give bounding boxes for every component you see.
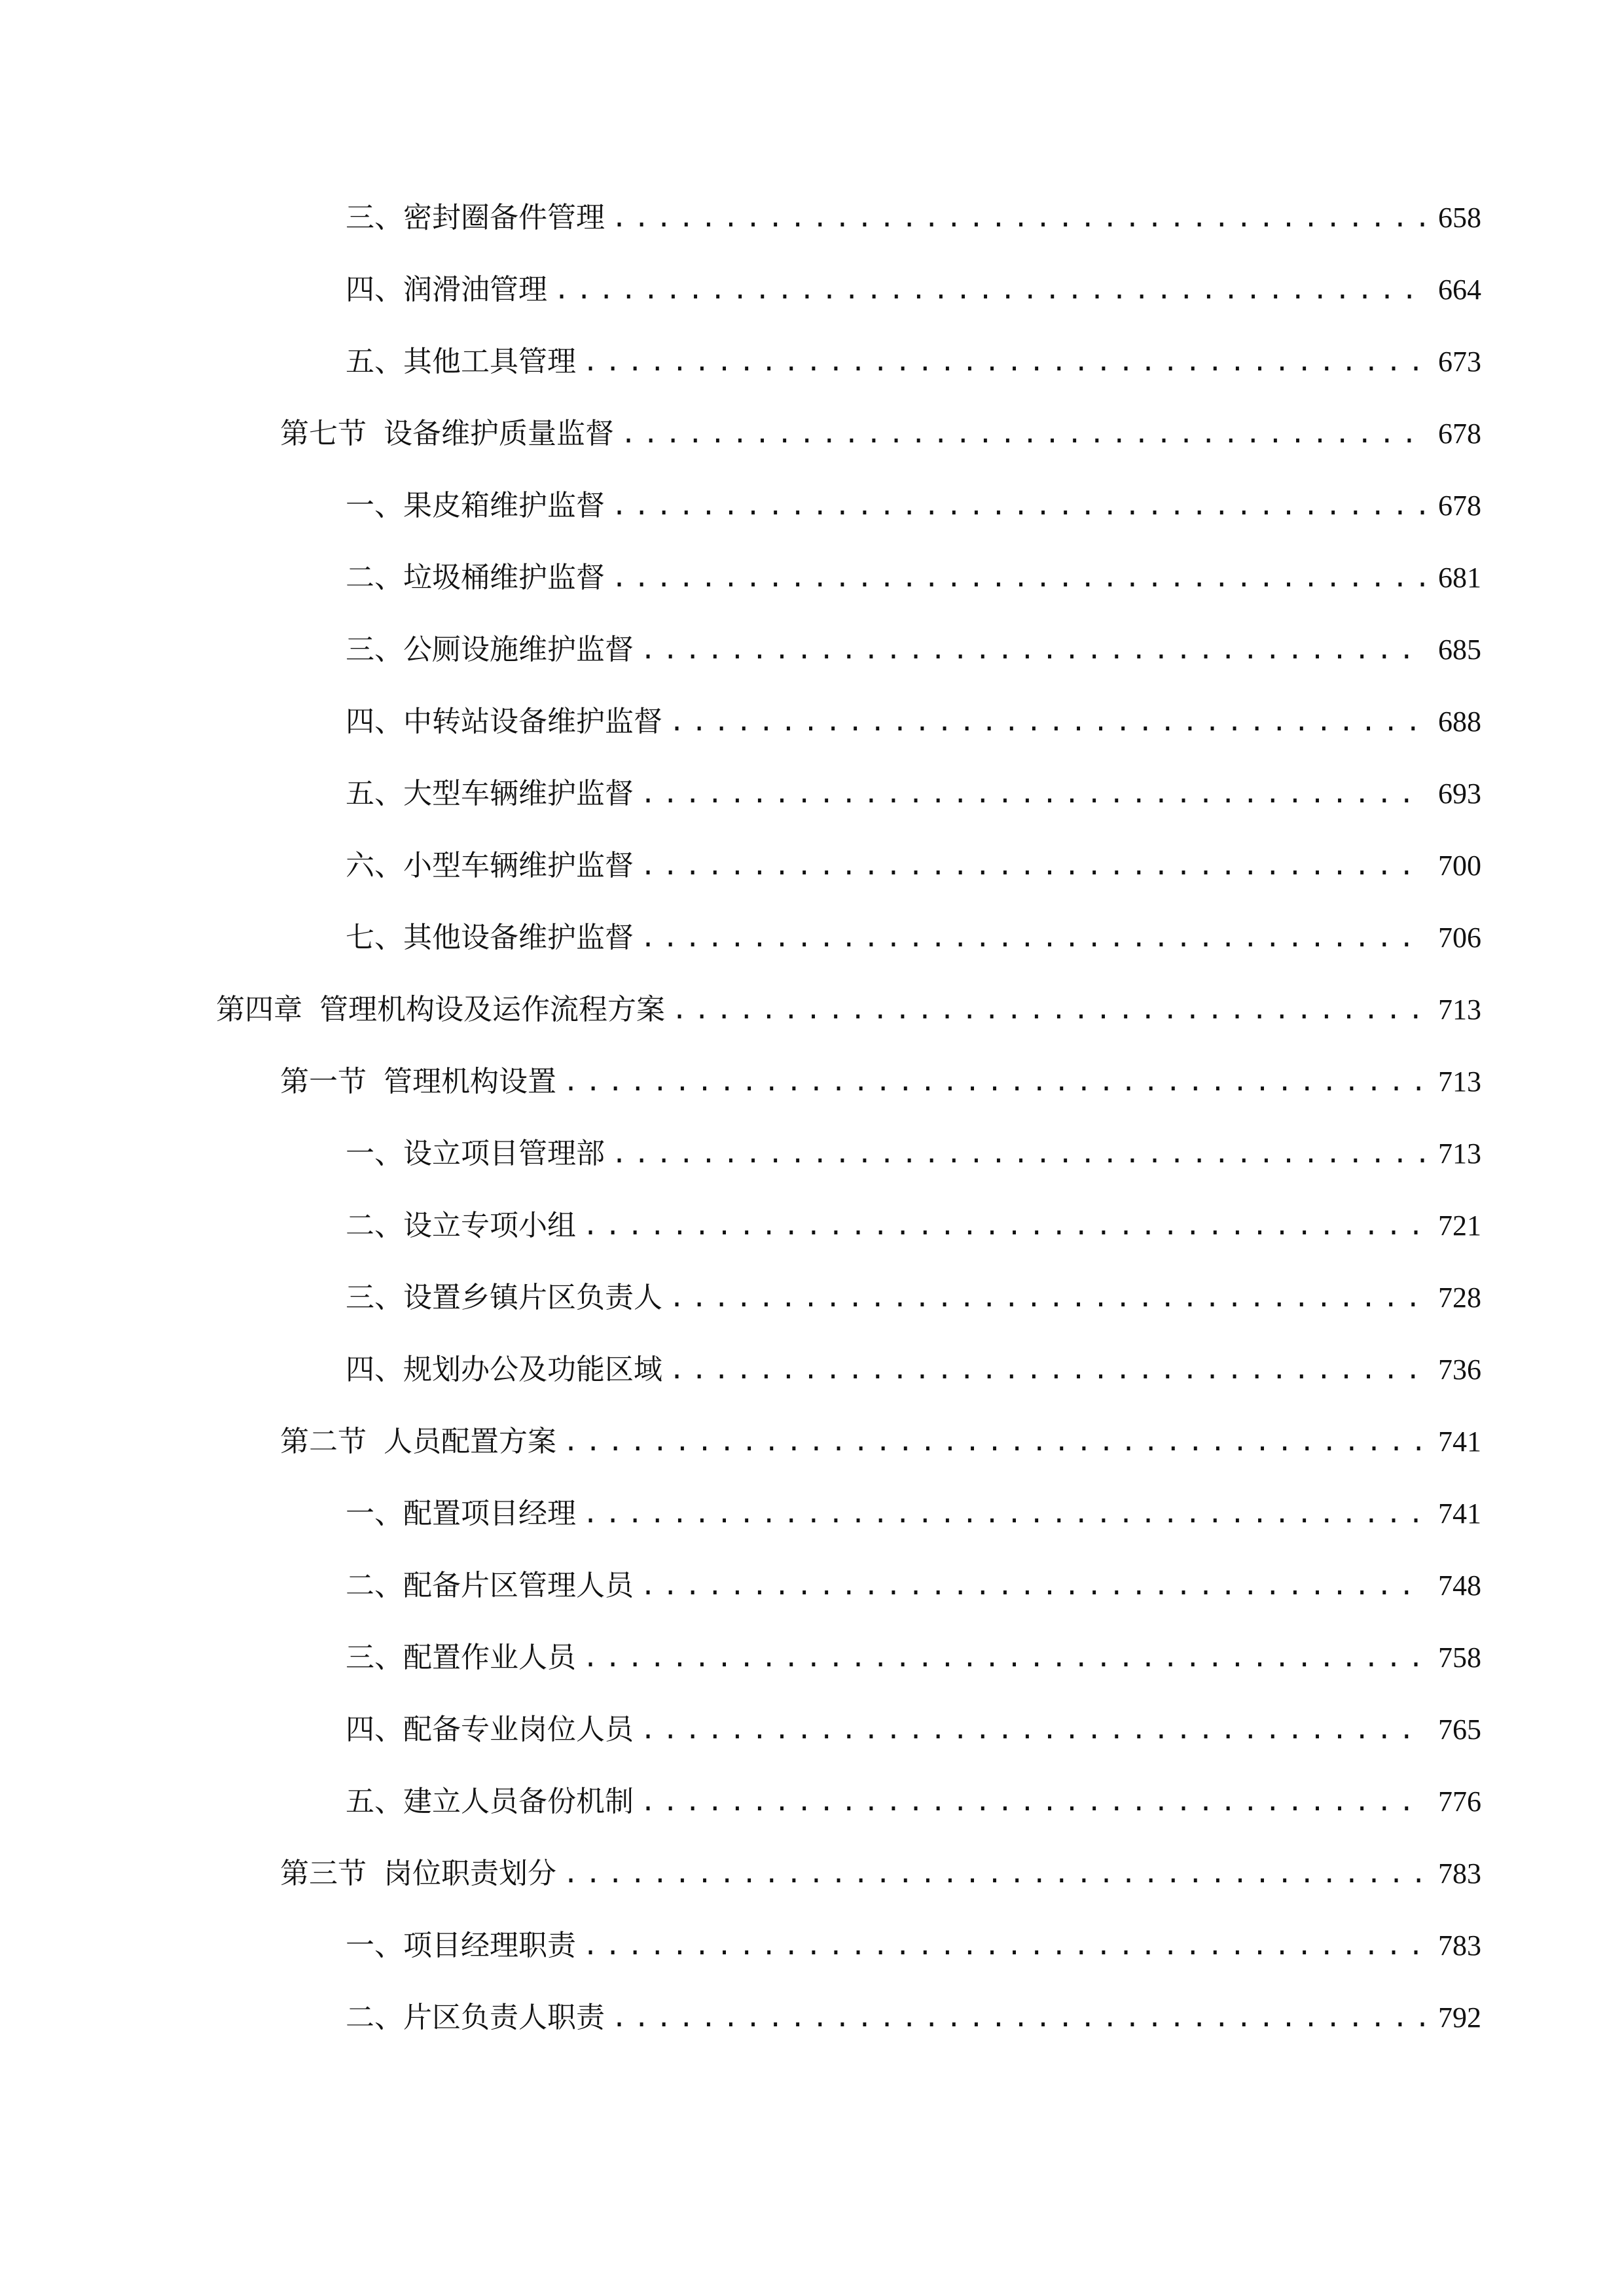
toc-dot-leader <box>634 1770 1425 1833</box>
toc-entry[interactable] <box>0 1482 1624 1554</box>
toc-entry-title: 片区负责人职责 <box>403 2001 605 2034</box>
toc-entry-title: 其他设备维护监督 <box>403 921 634 954</box>
toc-entry-line <box>280 1050 1481 1113</box>
toc-entry-line <box>346 1194 1481 1257</box>
toc-entry-number: 三、 <box>346 1281 403 1314</box>
toc-entry-line <box>346 619 1481 681</box>
toc-entry-title: 设置乡镇片区负责人 <box>403 1281 662 1314</box>
toc-entry-page-number: 685 <box>1438 634 1481 666</box>
toc-entry-line <box>280 403 1481 465</box>
toc-entry-line <box>346 1554 1481 1617</box>
toc-entry-number: 一、 <box>346 489 403 522</box>
toc-dot-leader <box>576 1194 1425 1257</box>
toc-entry-number: 第一节 <box>280 1065 367 1098</box>
toc-entry-title: 果皮箱维护监督 <box>403 489 605 522</box>
toc-entry[interactable] <box>0 1770 1624 1842</box>
toc-entry-title: 设立项目管理部 <box>403 1137 605 1170</box>
toc-entry-page-number: 664 <box>1438 274 1481 306</box>
toc-entry-page-number: 736 <box>1438 1354 1481 1386</box>
toc-entry[interactable] <box>0 547 1624 619</box>
toc-entry-page-number: 741 <box>1438 1426 1481 1458</box>
toc-entry[interactable] <box>0 1626 1624 1698</box>
toc-entry-number: 二、 <box>346 1209 403 1242</box>
toc-entry-number: 二、 <box>346 561 403 594</box>
toc-entry-line <box>346 1698 1481 1761</box>
toc-entry-page-number: 728 <box>1438 1282 1481 1314</box>
toc-entry-line <box>346 187 1481 249</box>
toc-entry-title: 建立人员备份机制 <box>403 1785 634 1818</box>
toc-dot-leader <box>634 834 1425 897</box>
toc-entry[interactable] <box>0 187 1624 259</box>
toc-entry-title: 管理机构设置 <box>384 1065 556 1098</box>
toc-entry-page-number: 783 <box>1438 1929 1481 1962</box>
toc-entry-number: 四、 <box>346 705 403 738</box>
toc-entry-line <box>346 762 1481 825</box>
toc-entry[interactable] <box>0 1914 1624 1986</box>
toc-entry[interactable] <box>0 1194 1624 1266</box>
toc-dot-leader <box>556 1410 1425 1473</box>
toc-dot-leader <box>605 475 1425 537</box>
toc-entry-title: 配置项目经理 <box>403 1497 576 1530</box>
toc-entry-number: 第二节 <box>280 1425 367 1458</box>
toc-entry-number: 一、 <box>346 1497 403 1530</box>
toc-entry-title: 中转站设备维护监督 <box>403 705 662 738</box>
toc-entry-line <box>346 475 1481 537</box>
toc-entry-number: 六、 <box>346 849 403 882</box>
toc-dot-leader <box>576 1914 1425 1977</box>
toc-entry-title: 管理机构设及运作流程方案 <box>319 993 665 1026</box>
toc-entry[interactable] <box>0 978 1624 1050</box>
toc-entry-page-number: 776 <box>1438 1785 1481 1818</box>
toc-entry-line <box>346 1122 1481 1185</box>
toc-entry-page-number: 700 <box>1438 850 1481 882</box>
toc-entry-page-number: 783 <box>1438 1857 1481 1890</box>
toc-dot-leader <box>634 1698 1425 1761</box>
toc-entry[interactable] <box>0 1410 1624 1482</box>
toc-entry-number: 五、 <box>346 777 403 810</box>
toc-entry[interactable] <box>0 331 1624 403</box>
toc-dot-leader <box>634 762 1425 825</box>
toc-dot-leader <box>634 619 1425 681</box>
toc-entry-title: 公厕设施维护监督 <box>403 633 634 666</box>
toc-dot-leader <box>576 1482 1425 1545</box>
toc-entry[interactable] <box>0 1842 1624 1914</box>
toc-dot-leader <box>634 1554 1425 1617</box>
toc-entry-title: 岗位职责划分 <box>384 1857 556 1890</box>
toc-entry-number: 一、 <box>346 1137 403 1170</box>
toc-entry[interactable] <box>0 834 1624 906</box>
toc-entry-title: 大型车辆维护监督 <box>403 777 634 810</box>
toc-entry-title: 其他工具管理 <box>403 345 576 378</box>
toc-entry-number: 三、 <box>346 633 403 666</box>
toc-entry-number: 五、 <box>346 345 403 378</box>
toc-entry-page-number: 678 <box>1438 418 1481 450</box>
toc-entry[interactable] <box>0 1050 1624 1122</box>
toc-entry-page-number: 713 <box>1438 1138 1481 1170</box>
toc-entry-line <box>346 1770 1481 1833</box>
toc-entry-line <box>346 691 1481 753</box>
toc-entry[interactable] <box>0 1554 1624 1626</box>
toc-entry-page-number: 693 <box>1438 778 1481 810</box>
toc-entry[interactable] <box>0 906 1624 978</box>
toc-entry-line <box>346 259 1481 321</box>
toc-entry-number: 三、 <box>346 201 403 234</box>
toc-dot-leader <box>662 1338 1425 1401</box>
toc-entry-line <box>346 1482 1481 1545</box>
toc-entry-page-number: 673 <box>1438 346 1481 378</box>
toc-entry-line <box>346 331 1481 393</box>
toc-entry-number: 五、 <box>346 1785 403 1818</box>
toc-entry-number: 七、 <box>346 921 403 954</box>
toc-entry-title: 规划办公及功能区域 <box>403 1353 662 1386</box>
toc-dot-leader <box>662 691 1425 753</box>
toc-entry-number: 二、 <box>346 1569 403 1602</box>
toc-entry[interactable] <box>0 619 1624 691</box>
toc-entry-page-number: 706 <box>1438 922 1481 954</box>
toc-entry-title: 配置作业人员 <box>403 1641 576 1674</box>
toc-entry-title: 密封圈备件管理 <box>403 201 605 234</box>
toc-dot-leader <box>614 403 1425 465</box>
toc-entry[interactable] <box>0 259 1624 331</box>
toc-entry-number: 三、 <box>346 1641 403 1674</box>
toc-entry-line <box>216 978 1481 1041</box>
toc-entry-number: 第三节 <box>280 1857 367 1890</box>
toc-entry-page-number: 758 <box>1438 1641 1481 1674</box>
toc-entry-title: 配备片区管理人员 <box>403 1569 634 1602</box>
toc-entry-number: 一、 <box>346 1929 403 1962</box>
toc-entry[interactable] <box>0 762 1624 834</box>
toc-entry-number: 二、 <box>346 2001 403 2034</box>
toc-entry-number: 四、 <box>346 1353 403 1386</box>
toc-dot-leader <box>605 1986 1425 2049</box>
toc-dot-leader <box>634 906 1425 969</box>
toc-dot-leader <box>556 1842 1425 1905</box>
toc-entry-number: 第七节 <box>280 417 367 450</box>
toc-entry-line <box>280 1842 1481 1905</box>
toc-dot-leader <box>662 1266 1425 1329</box>
toc-entry-page-number: 688 <box>1438 706 1481 738</box>
toc-entry[interactable] <box>0 475 1624 547</box>
toc-dot-leader <box>605 1122 1425 1185</box>
toc-entry-line <box>346 834 1481 897</box>
toc-entry-page-number: 681 <box>1438 562 1481 594</box>
toc-entry-line <box>346 1338 1481 1401</box>
toc-dot-leader <box>576 331 1425 393</box>
toc-entry-title: 小型车辆维护监督 <box>403 849 634 882</box>
toc-dot-leader <box>665 978 1425 1041</box>
toc-entry[interactable] <box>0 1338 1624 1410</box>
toc-entry[interactable] <box>0 691 1624 762</box>
toc-entry-page-number: 792 <box>1438 2001 1481 2034</box>
toc-entry-line <box>346 1626 1481 1689</box>
toc-entry-line <box>346 906 1481 969</box>
toc-entry-number: 四、 <box>346 1713 403 1746</box>
toc-entry-number: 四、 <box>346 273 403 306</box>
toc-entry-page-number: 748 <box>1438 1570 1481 1602</box>
toc-entry-title: 设备维护质量监督 <box>384 417 614 450</box>
toc-dot-leader <box>605 187 1425 249</box>
toc-entry-title: 润滑油管理 <box>403 273 547 306</box>
toc-dot-leader <box>576 1626 1425 1689</box>
toc-entry[interactable] <box>0 1266 1624 1338</box>
toc-entry-title: 人员配置方案 <box>384 1425 556 1458</box>
toc-entry-title: 项目经理职责 <box>403 1929 576 1962</box>
toc-entry[interactable] <box>0 1986 1624 2058</box>
toc-entry-page-number: 678 <box>1438 490 1481 522</box>
toc-entry-line <box>280 1410 1481 1473</box>
toc-entry-page-number: 658 <box>1438 202 1481 234</box>
toc-entry-title: 配备专业岗位人员 <box>403 1713 634 1746</box>
toc-entry-page-number: 741 <box>1438 1498 1481 1530</box>
toc-entry-page-number: 713 <box>1438 1066 1481 1098</box>
toc-entry-title: 设立专项小组 <box>403 1209 576 1242</box>
toc-entry-page-number: 713 <box>1438 994 1481 1026</box>
toc-entry-title: 垃圾桶维护监督 <box>403 561 605 594</box>
toc-entry[interactable] <box>0 403 1624 475</box>
toc-entry-page-number: 721 <box>1438 1210 1481 1242</box>
toc-entry-page-number: 765 <box>1438 1713 1481 1746</box>
table-of-contents <box>0 187 1624 2058</box>
toc-dot-leader <box>547 259 1425 321</box>
toc-entry-line <box>346 547 1481 609</box>
toc-entry-line <box>346 1986 1481 2049</box>
toc-entry[interactable] <box>0 1698 1624 1770</box>
toc-entry-line <box>346 1914 1481 1977</box>
toc-entry-line <box>346 1266 1481 1329</box>
toc-entry-number: 第四章 <box>216 993 302 1026</box>
toc-dot-leader <box>556 1050 1425 1113</box>
toc-entry[interactable] <box>0 1122 1624 1194</box>
toc-dot-leader <box>605 547 1425 609</box>
